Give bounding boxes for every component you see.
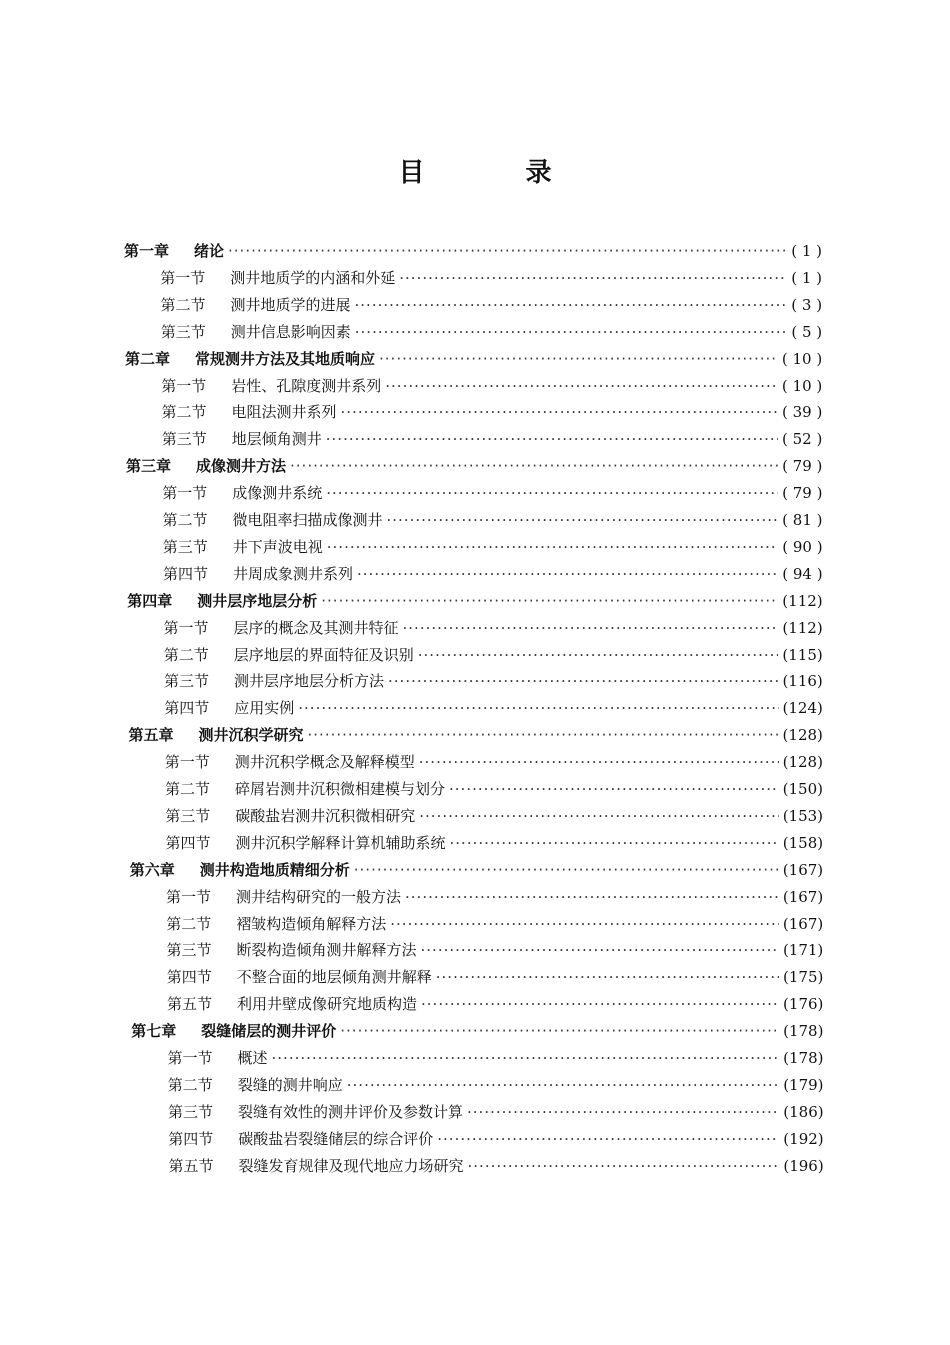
toc-leader-dots — [436, 964, 779, 990]
toc-leader-dots — [403, 615, 779, 641]
toc-page-number: (112) — [782, 591, 823, 610]
toc-title: 应用实例 — [234, 699, 295, 718]
toc-title: 测井沉积学解释计算机辅助系统 — [235, 833, 446, 852]
toc-leader-dots — [355, 319, 788, 345]
toc-number: 第一节 — [161, 376, 207, 395]
toc-title: 测井信息影响因素 — [230, 322, 351, 341]
toc-title: 测井地质学的进展 — [230, 295, 351, 314]
toc-leader-dots — [390, 911, 779, 937]
toc-leader-dots — [298, 695, 778, 721]
toc-section-row — [164, 668, 823, 694]
toc-number: 第五章 — [128, 726, 174, 745]
toc-leader-dots — [387, 507, 779, 533]
toc-page-number: (167) — [782, 887, 824, 906]
toc-number: 第一节 — [166, 887, 212, 906]
toc-number: 第二节 — [163, 645, 209, 664]
toc-section-row — [165, 776, 823, 802]
toc-page-number: (167) — [782, 860, 824, 879]
toc-section-row — [167, 964, 824, 990]
toc-title: 裂缝有效性的测井评价及参数计算 — [238, 1102, 464, 1121]
toc-number: 第三节 — [161, 430, 207, 449]
toc-title: 碳酸盐岩裂缝储层的综合评价 — [238, 1129, 434, 1148]
toc-number: 第三节 — [164, 672, 210, 691]
page-title: 目 录 — [398, 158, 598, 188]
toc-leader-dots — [437, 1126, 779, 1152]
toc-section-row — [162, 399, 823, 425]
toc-page-number: ( 39 ) — [781, 403, 823, 422]
toc-section-row — [162, 480, 822, 506]
toc-leader-dots — [290, 453, 778, 479]
toc-title: 成像测井系统 — [232, 484, 323, 503]
toc-title: 测井构造地质精细分析 — [199, 860, 350, 879]
toc-leader-dots — [405, 884, 779, 910]
toc-leader-dots — [468, 1153, 780, 1179]
toc-leader-dots — [228, 238, 787, 264]
toc-leader-dots — [272, 1045, 780, 1071]
toc-section-row — [167, 937, 824, 963]
toc-number: 第七章 — [131, 1022, 177, 1041]
toc-page-number: ( 79 ) — [782, 457, 823, 476]
toc-title: 测井层序地层分析方法 — [234, 672, 385, 691]
toc-section-row — [162, 426, 823, 452]
toc-section-row — [161, 319, 822, 345]
toc-section-row — [169, 1153, 824, 1179]
toc-section-row — [168, 1126, 823, 1152]
toc-title: 层序的概念及其测井特征 — [233, 618, 399, 637]
toc-title: 概述 — [237, 1049, 268, 1067]
toc-chapter-row — [125, 346, 822, 372]
toc-chapter-row — [129, 722, 823, 748]
toc-page-number: (171) — [782, 941, 824, 960]
toc-page-number: (178) — [783, 1022, 824, 1041]
toc-number: 第二节 — [161, 403, 207, 422]
toc-leader-dots — [326, 480, 778, 506]
toc-section-row — [168, 1072, 824, 1098]
toc-section-row — [163, 507, 823, 533]
toc-page-number: ( 5 ) — [791, 322, 823, 341]
toc-page-number: (112) — [782, 618, 823, 637]
toc-section-row — [165, 803, 823, 829]
toc-section-row — [164, 642, 823, 668]
toc-number: 第四节 — [168, 1129, 214, 1148]
toc-page-number: (176) — [783, 995, 824, 1014]
toc-section-row — [167, 991, 823, 1017]
toc-leader-dots — [326, 426, 778, 452]
toc-number: 第二章 — [125, 349, 171, 368]
toc-leader-dots — [385, 373, 778, 399]
toc-section-row — [161, 292, 823, 318]
toc-page-number: ( 1 ) — [791, 242, 822, 260]
toc-title: 岩性、孔隙度测井系列 — [231, 376, 382, 395]
toc-chapter-row — [124, 238, 822, 264]
toc-page-number: (192) — [783, 1129, 824, 1148]
toc-leader-dots — [421, 937, 779, 963]
toc-number: 第三节 — [168, 1102, 214, 1121]
toc-section-row — [166, 911, 823, 937]
toc-page-number: (186) — [783, 1102, 824, 1121]
toc-title: 测井沉积学概念及解释模型 — [234, 753, 415, 772]
toc-leader-dots — [347, 1072, 779, 1098]
toc-number: 第四章 — [127, 591, 173, 610]
toc-page-number: ( 52 ) — [782, 430, 823, 449]
toc-section-row — [168, 1099, 824, 1125]
toc-title: 裂缝发育规律及现代地应力场研究 — [238, 1156, 464, 1175]
toc-number: 第六章 — [129, 860, 175, 879]
toc-title: 碳酸盐岩测井沉积微相研究 — [235, 806, 416, 825]
toc-title: 裂缝的测井响应 — [237, 1075, 343, 1094]
toc-title: 裂缝储层的测井评价 — [201, 1022, 337, 1041]
toc-number: 第二节 — [166, 914, 212, 933]
toc-number: 第四节 — [165, 833, 211, 852]
toc-number: 第四节 — [164, 699, 210, 718]
toc-page-number: ( 79 ) — [782, 484, 823, 503]
toc-number: 第二节 — [167, 1075, 213, 1094]
toc-title: 井下声波电视 — [232, 537, 323, 556]
toc-leader-dots — [357, 561, 778, 587]
toc-leader-dots — [421, 991, 779, 1017]
toc-leader-dots — [340, 1018, 779, 1044]
toc-leader-dots — [419, 749, 779, 775]
toc-title: 不整合面的地层倾角测井解释 — [236, 968, 432, 987]
toc-section-row — [166, 830, 824, 856]
toc-page-number: ( 90 ) — [782, 537, 823, 556]
toc-page-number: ( 81 ) — [782, 511, 823, 529]
toc-leader-dots — [354, 857, 779, 883]
toc-section-row — [163, 534, 823, 560]
toc-page-number: (179) — [783, 1075, 824, 1094]
toc-chapter-row — [126, 453, 822, 479]
toc-number: 第四节 — [166, 968, 212, 987]
toc-number: 第一节 — [160, 268, 206, 287]
toc-leader-dots — [388, 668, 778, 694]
toc-leader-dots — [355, 292, 788, 318]
toc-title: 利用井壁成像研究地质构造 — [237, 995, 418, 1014]
toc-title: 成像测井方法 — [196, 457, 287, 476]
toc-number: 第一节 — [163, 618, 209, 637]
toc-leader-dots — [419, 803, 778, 829]
toc-section-row — [168, 1045, 824, 1071]
toc-leader-dots — [379, 346, 778, 372]
toc-page-number: (153) — [782, 806, 824, 825]
toc-number: 第四节 — [163, 564, 209, 583]
toc-page-number: (115) — [782, 645, 823, 664]
toc-number: 第二节 — [162, 511, 208, 529]
toc-number: 第二节 — [160, 295, 206, 314]
toc-section-row — [160, 265, 822, 291]
toc-title: 碎屑岩测井沉积微相建模与划分 — [235, 780, 446, 798]
toc-page-number: ( 94 ) — [782, 564, 823, 583]
toc-leader-dots — [321, 588, 778, 614]
toc-page-number: (124) — [782, 699, 823, 718]
toc-leader-dots — [467, 1099, 779, 1125]
toc-section-row — [164, 615, 823, 641]
toc-page-number: (128) — [782, 753, 823, 772]
toc-page-number: ( 1 ) — [791, 268, 823, 287]
toc-title: 褶皱构造倾角解释方法 — [236, 914, 387, 933]
toc-title: 井周成象测井系列 — [233, 564, 354, 583]
toc-number: 第二节 — [165, 780, 211, 798]
toc-number: 第五节 — [168, 1156, 214, 1175]
toc-number: 第五节 — [167, 995, 213, 1014]
toc-title: 断裂构造倾角测井解释方法 — [236, 941, 417, 960]
toc-leader-dots — [449, 776, 779, 802]
toc-page-number: (167) — [782, 914, 824, 933]
toc-page-number: (150) — [782, 780, 823, 798]
toc-title: 地层倾角测井 — [231, 430, 322, 449]
toc-title: 微电阻率扫描成像测井 — [232, 511, 383, 529]
toc-page-number: ( 10 ) — [781, 349, 823, 368]
toc-section-row — [163, 561, 823, 587]
toc-leader-dots — [327, 534, 778, 560]
toc-chapter-row — [131, 1018, 823, 1044]
toc-leader-dots — [418, 642, 779, 668]
toc-leader-dots — [399, 265, 787, 291]
toc-page-number: (196) — [783, 1156, 824, 1175]
toc-page-number: (116) — [782, 672, 823, 691]
toc-number: 第三节 — [165, 806, 211, 825]
toc-chapter-row — [127, 588, 822, 614]
toc-title: 测井地质学的内涵和外延 — [230, 268, 396, 287]
toc-chapter-row — [130, 857, 823, 883]
toc-number: 第三节 — [166, 941, 212, 960]
toc-page-number: (128) — [782, 726, 823, 745]
toc-leader-dots — [450, 830, 779, 856]
toc-page-number: (158) — [782, 833, 824, 852]
toc-leader-dots — [308, 722, 779, 748]
toc-title: 测井结构研究的一般方法 — [236, 887, 402, 906]
toc-section-row — [161, 373, 822, 399]
toc-section-row — [165, 749, 823, 775]
toc-leader-dots — [341, 399, 778, 425]
toc-number: 第三节 — [160, 322, 206, 341]
toc-number: 第三节 — [162, 537, 208, 556]
toc-title: 电阻法测井系列 — [231, 403, 337, 422]
toc-number: 第一节 — [167, 1049, 213, 1067]
toc-page-number: ( 3 ) — [791, 295, 823, 314]
toc-number: 第一章 — [124, 242, 170, 260]
toc-number: 第一节 — [164, 753, 210, 772]
toc-number: 第一节 — [162, 484, 208, 503]
toc-page-number: (178) — [783, 1049, 824, 1067]
toc-title: 常规测井方法及其地质响应 — [195, 349, 376, 368]
toc-title: 层序地层的界面特征及识别 — [233, 645, 414, 664]
toc-section-row — [166, 884, 823, 910]
toc-section-row — [164, 695, 823, 721]
toc-number: 第三章 — [126, 457, 172, 476]
toc-page-number: (175) — [783, 968, 824, 987]
toc-title: 测井沉积学研究 — [198, 726, 304, 745]
toc-title: 测井层序地层分析 — [197, 591, 318, 610]
toc-title: 绪论 — [194, 242, 225, 260]
toc-page-number: ( 10 ) — [781, 376, 823, 395]
